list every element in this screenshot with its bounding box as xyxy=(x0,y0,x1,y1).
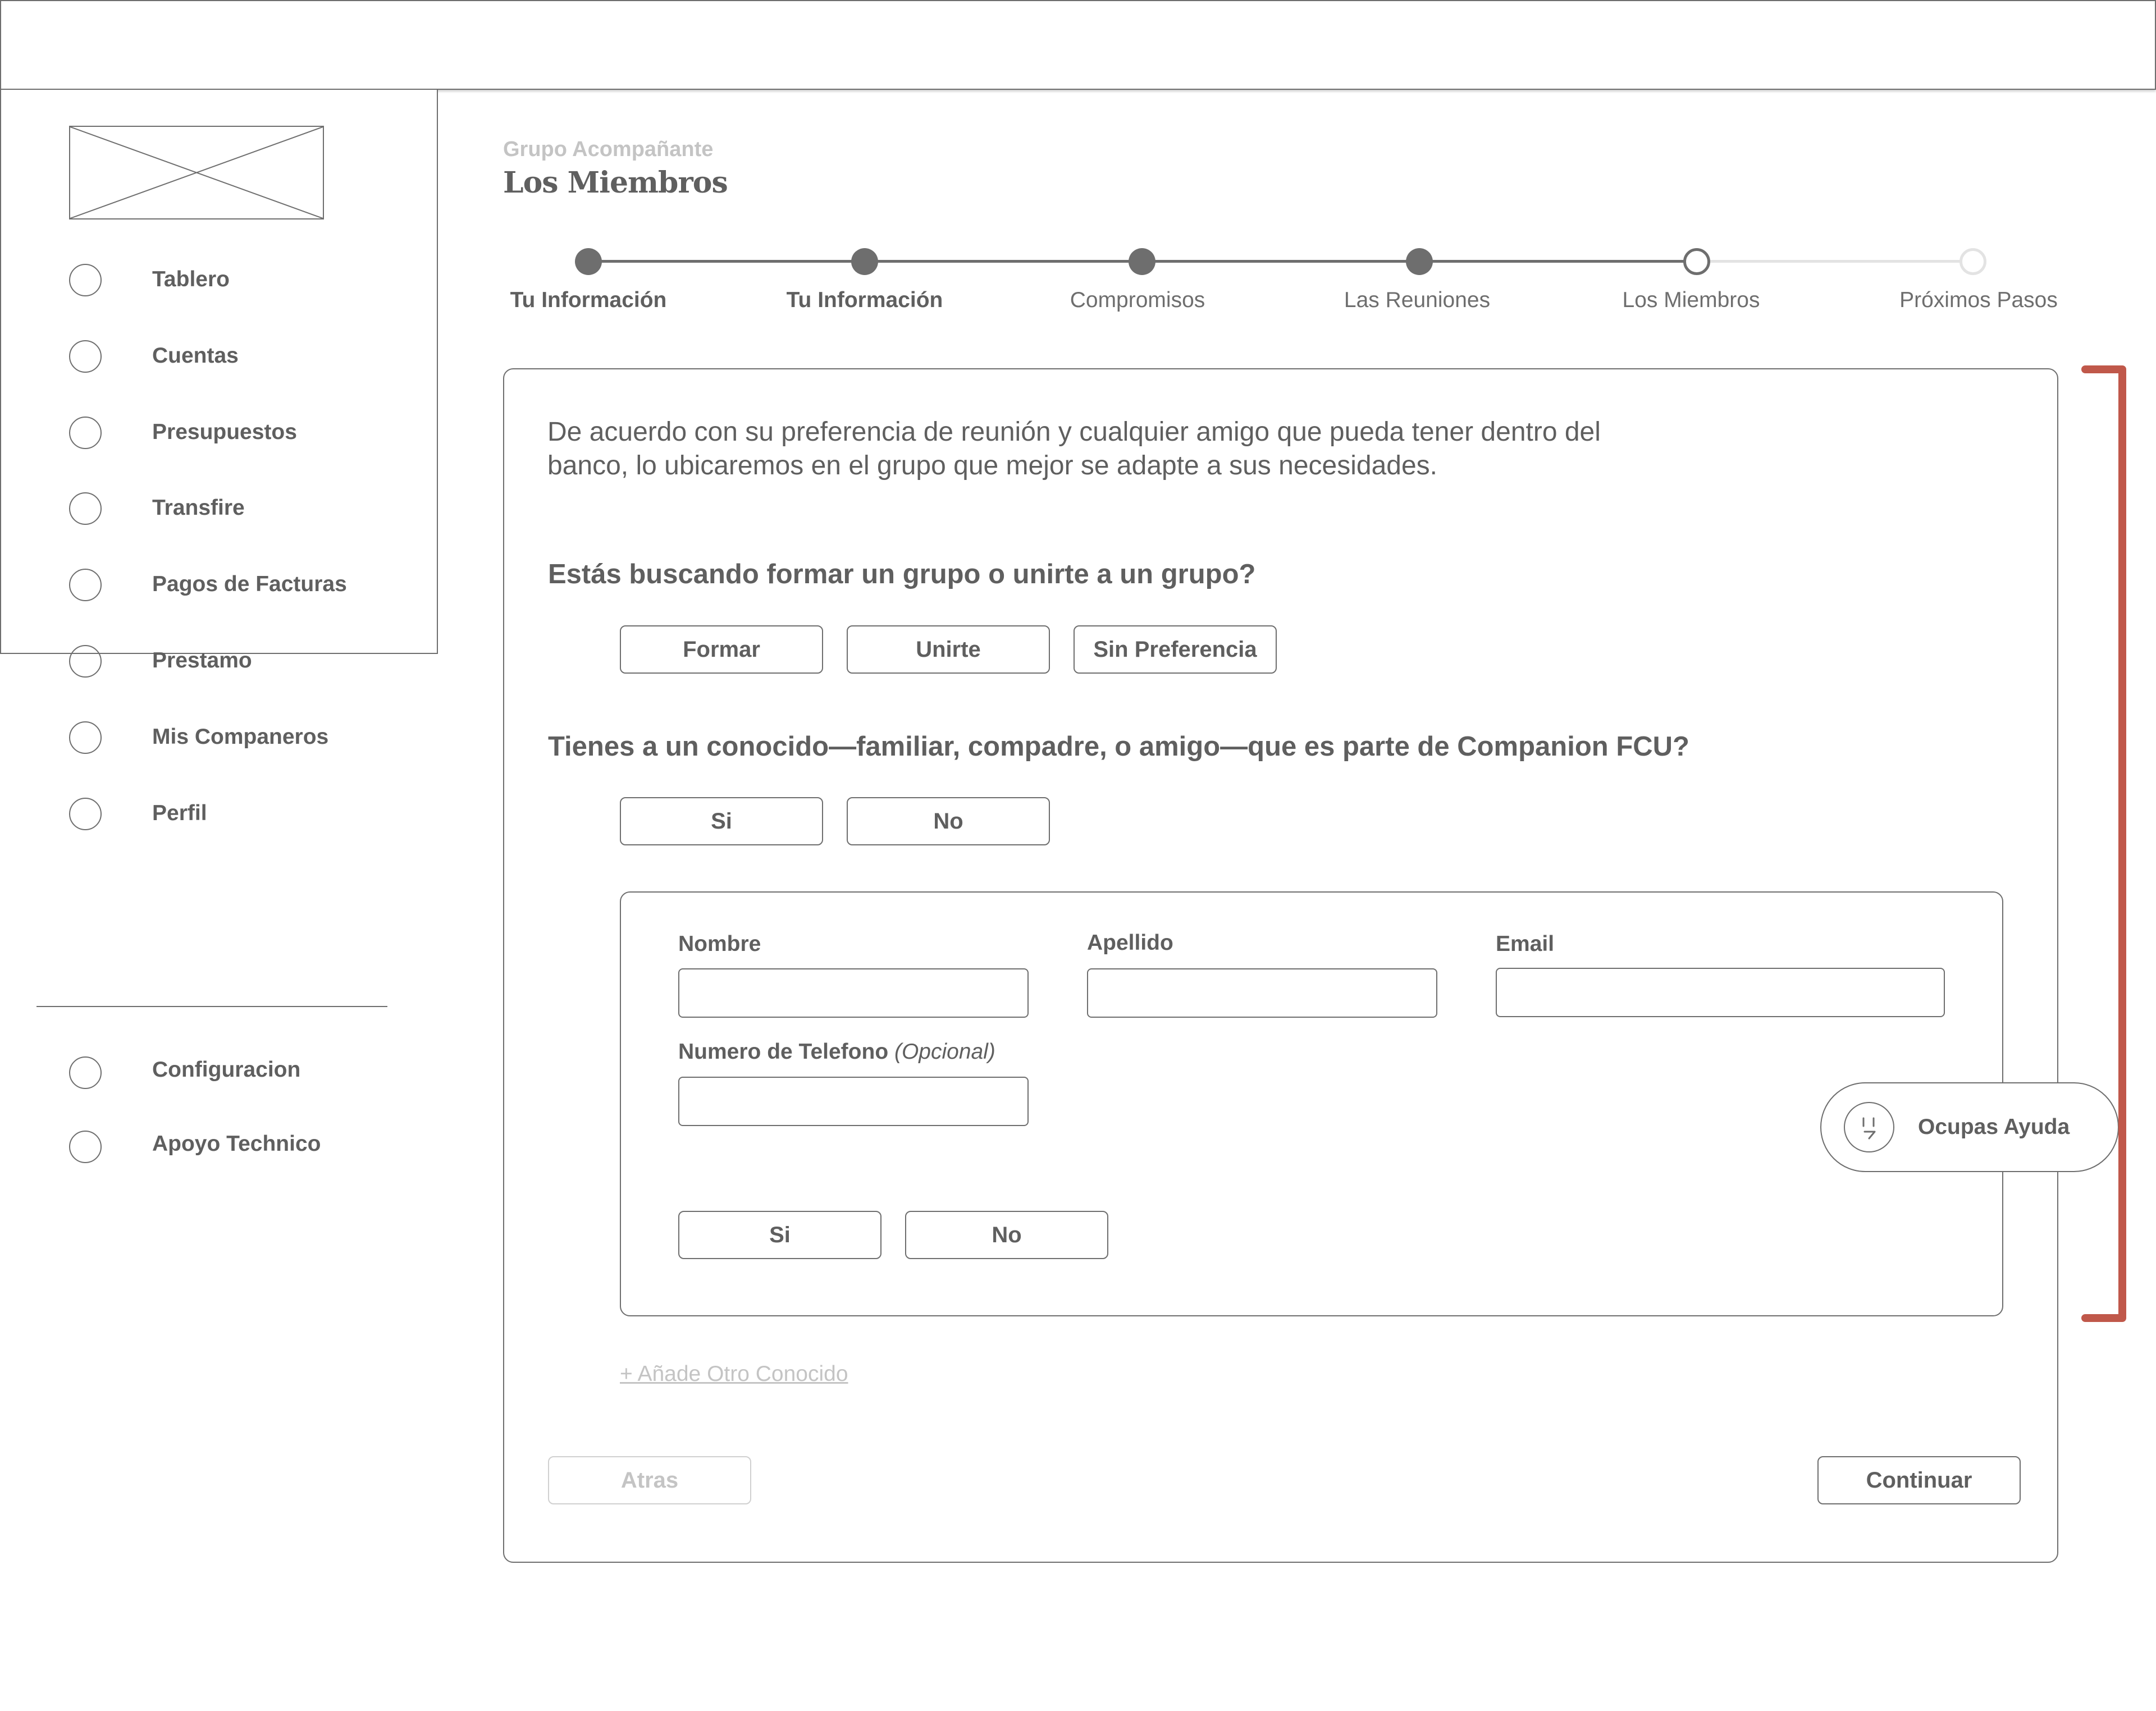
sidebar-item-perfil-icon[interactable] xyxy=(69,798,102,830)
sidebar-item-perfil[interactable]: Perfil xyxy=(152,801,207,825)
add-another-contact-link[interactable]: + Añade Otro Conocido xyxy=(620,1362,848,1386)
known-member-si-button[interactable]: Si xyxy=(620,797,823,845)
stepper-connector xyxy=(1142,260,1419,263)
phone-label xyxy=(678,1040,995,1064)
unirte-button[interactable]: Unirte xyxy=(847,625,1050,674)
join-contact-no-button[interactable]: No xyxy=(905,1211,1108,1259)
last-name-label: Apellido xyxy=(1087,931,1173,955)
sidebar-item-cuentas[interactable]: Cuentas xyxy=(152,344,239,368)
known-member-no-button[interactable]: No xyxy=(847,797,1050,845)
intro-text: De acuerdo con su preferencia de reunión y cualquier amigo que pueda tener dentro del banco, lo ubicaremos en el grupo que mejor se adapte a sus necesidades. xyxy=(547,417,1601,481)
stepper-dot-5[interactable] xyxy=(1683,248,1710,275)
first-name-label: Nombre xyxy=(678,932,761,956)
sidebar-item-tablero[interactable]: Tablero xyxy=(152,267,230,291)
sin-preferencia-button[interactable]: Sin Preferencia xyxy=(1074,625,1277,674)
sidebar-item-cuentas-icon[interactable] xyxy=(69,340,102,373)
phone-label-text: Numero de Telefono xyxy=(678,1040,889,1064)
page-eyebrow: Grupo Acompañante xyxy=(503,138,714,161)
smiley-face-icon xyxy=(1844,1102,1894,1152)
stepper-connector xyxy=(1697,260,1973,263)
sidebar-item-configuracion[interactable]: Configuracion xyxy=(152,1058,301,1082)
sidebar-divider xyxy=(36,1006,387,1007)
last-name-field[interactable] xyxy=(1087,968,1437,1018)
question-known-member: Tienes a un conocido—familiar, compadre, o amigo—que es parte de Companion FCU? xyxy=(548,731,1689,762)
sidebar-item-apoyo[interactable]: Apoyo Technico xyxy=(152,1132,321,1156)
stepper-dot-3[interactable] xyxy=(1129,248,1155,275)
formar-button[interactable]: Formar xyxy=(620,625,823,674)
stepper-label-4[interactable]: Las Reuniones xyxy=(1344,288,1491,312)
stepper-dot-6 xyxy=(1959,248,1986,275)
stepper-connector xyxy=(865,260,1142,263)
sidebar-item-prestamo-icon[interactable] xyxy=(69,645,102,678)
phone-field[interactable] xyxy=(678,1077,1029,1126)
sidebar-item-transfire-icon[interactable] xyxy=(69,492,102,525)
stepper-label-3[interactable]: Compromisos xyxy=(1070,288,1205,312)
top-bar xyxy=(0,0,2156,90)
sidebar-item-pagos[interactable]: Pagos de Facturas xyxy=(152,572,347,596)
sidebar-item-configuracion-icon[interactable] xyxy=(69,1056,102,1089)
sidebar-item-pagos-icon[interactable] xyxy=(69,569,102,601)
annotation-bracket xyxy=(2081,365,2128,1323)
continue-button[interactable]: Continuar xyxy=(1817,1456,2021,1504)
join-contact-si-button[interactable]: Si xyxy=(678,1211,881,1259)
page-title: Los Miembros xyxy=(503,166,728,200)
sidebar-item-presupuestos-icon[interactable] xyxy=(69,417,102,449)
phone-optional-hint: (Opcional) xyxy=(894,1040,995,1064)
sidebar-item-transfire[interactable]: Transfire xyxy=(152,496,245,520)
back-button[interactable]: Atras xyxy=(548,1456,751,1504)
email-label: Email xyxy=(1496,932,1555,956)
stepper-dot-4[interactable] xyxy=(1406,248,1433,275)
logo-placeholder xyxy=(69,126,324,219)
sidebar-item-apoyo-icon[interactable] xyxy=(69,1131,102,1163)
help-button[interactable] xyxy=(1820,1082,2119,1172)
sidebar-item-companeros-icon[interactable] xyxy=(69,721,102,754)
help-label: Ocupas Ayuda xyxy=(1918,1115,2070,1139)
image-placeholder-icon xyxy=(70,127,323,218)
sidebar-item-prestamo[interactable]: Prestamo xyxy=(152,648,252,672)
stepper-label-6: Próximos Pasos xyxy=(1899,288,2058,312)
stepper-dot-2[interactable] xyxy=(851,248,878,275)
stepper-connector xyxy=(1419,260,1697,263)
smiley-face-glyph xyxy=(1852,1110,1886,1144)
sidebar-item-companeros[interactable]: Mis Companeros xyxy=(152,725,329,749)
sidebar-item-tablero-icon[interactable] xyxy=(69,264,102,296)
stepper-connector xyxy=(588,260,865,263)
stepper-dot-1[interactable] xyxy=(575,248,602,275)
sidebar-item-presupuestos[interactable]: Presupuestos xyxy=(152,420,297,444)
first-name-field[interactable] xyxy=(678,968,1029,1018)
stepper-label-1[interactable]: Tu Información xyxy=(510,288,667,312)
question-group-preference: Estás buscando formar un grupo o unirte a un grupo? xyxy=(548,559,1256,589)
email-field[interactable] xyxy=(1496,968,1945,1017)
stepper-label-5[interactable]: Los Miembros xyxy=(1622,288,1760,312)
stepper-label-2[interactable]: Tu Información xyxy=(786,288,943,312)
